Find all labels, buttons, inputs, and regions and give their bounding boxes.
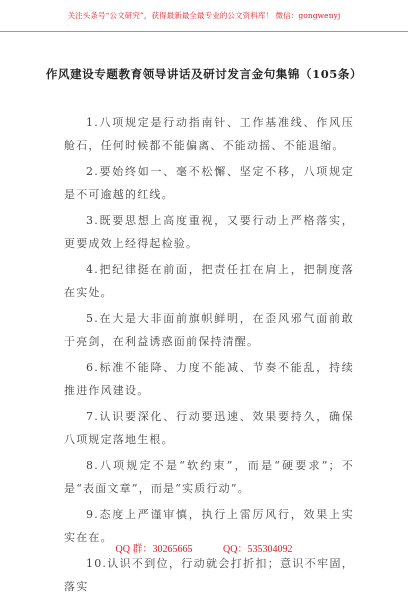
header-banner-text: 关注头条号“公文研究”，获得最新最全最专业的公文资料库！ 微信：gongwenyj — [67, 10, 341, 20]
paragraph-6: 6.标准不能降、力度不能减、节奏不能乱，持续推进作风建设。 — [64, 361, 354, 397]
paragraph-9: 9.态度上严谨审慎，执行上雷厉风行，效果上实实在在。 — [64, 508, 354, 544]
header-banner — [0, 0, 408, 32]
paragraph-4: 4.把纪律挺在前面，把责任扛在肩上，把制度落在实处。 — [64, 263, 354, 299]
paragraph-7: 7.认识要深化、行动要迅速、效果要持久，确保八项规定落地生根。 — [64, 410, 354, 446]
paragraph-2: 2.要始终如一、毫不松懈、坚定不移，八项规定是不可逾越的红线。 — [64, 165, 354, 201]
paragraph-10: 10.认识不到位，行动就会打折扣；意识不牢固，落实 — [64, 557, 354, 593]
footer-qq-group: QQ 群：30265665 — [115, 544, 193, 555]
paragraph-1: 1.八项规定是行动指南针、工作基准线、作风压舱石，任何时候都不能偏离、不能动摇、不能退缩。 — [64, 116, 354, 152]
paragraph-8: 8.八项规定不是“软约束”，而是“硬要求”；不是“表面文章”，而是“实质行动”。 — [64, 459, 354, 495]
document-title: 作风建设专题教育领导讲话及研讨发言金句集锦（105条） — [45, 67, 363, 81]
paragraph-3: 3.既要思想上高度重视，又要行动上严格落实，更要成效上经得起检验。 — [64, 214, 354, 250]
footer-qq: QQ：535304092 — [223, 544, 293, 555]
document-body — [64, 112, 354, 602]
footer — [0, 540, 408, 555]
paragraph-5: 5.在大是大非面前旗帜鲜明，在歪风邪气面前敢于亮剑，在利益诱惑面前保持清醒。 — [64, 312, 354, 348]
